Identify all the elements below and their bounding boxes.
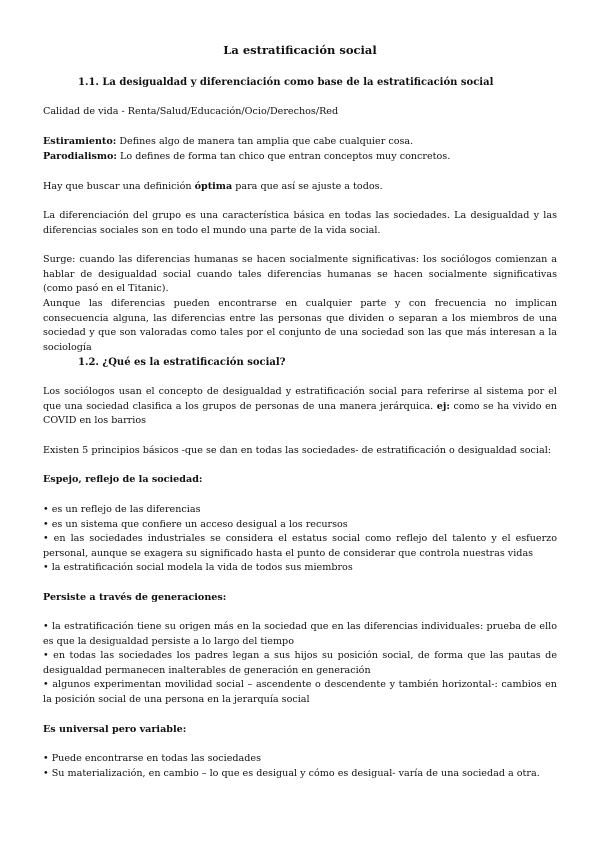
heading-persiste: Persiste a través de generaciones: bbox=[43, 592, 227, 603]
estiramiento-term: Estiramiento: bbox=[43, 136, 117, 147]
optima-paragraph bbox=[43, 180, 557, 195]
list-item: • la estratificación tiene su origen más en la sociedad que en las diferencias individuales: prueba de ello es que la desigualdad persiste a lo largo del tiempo bbox=[43, 621, 557, 647]
sociologos-after: como se ha vivido en COVID en los barrios bbox=[43, 400, 557, 427]
aunque-paragraph: Aunque las diferencias pueden encontrarse en cualquier parte y con frecuencia no implican consecuencia alguna, las diferencias entre las personas que dividen o separan a los miembros de una sociedad y que son valoradas como tales por el conjunto de una sociedad son las que más interesan a la sociología bbox=[43, 298, 557, 353]
page-title: La estratificación social bbox=[223, 43, 377, 57]
calidad-de-vida-line: Calidad de vida - Renta/Salud/Educación/Ocio/Derechos/Red bbox=[43, 106, 339, 117]
parodialismo-term: Parodialismo: bbox=[43, 151, 117, 162]
list-item: • algunos experimentan movilidad social – ascendente o descendente y también horizontal-: cambios en la posición social de una persona en la jerarquía social bbox=[43, 679, 557, 705]
sociologos-ej: ej: bbox=[436, 400, 450, 412]
list-item: • es un reflejo de las diferencias bbox=[43, 504, 201, 515]
section-heading-1-2: 1.2. ¿Qué es la estratificación social? bbox=[78, 357, 286, 368]
parodialismo-definition bbox=[43, 150, 557, 165]
estiramiento-text: Defines algo de manera tan amplia que cabe cualquier cosa. bbox=[116, 136, 414, 147]
sociologos-paragraph bbox=[43, 385, 557, 429]
parodialismo-text: Lo defines de forma tan chico que entran conceptos muy concretos. bbox=[116, 151, 451, 162]
heading-universal: Es universal pero variable: bbox=[43, 724, 187, 735]
principios-paragraph: Existen 5 principios básicos -que se dan en todas las sociedades- de estratificación o desigualdad social: bbox=[43, 445, 551, 456]
diferenciacion-paragraph: La diferenciación del grupo es una característica básica en todas las sociedades. La desigualdad y las diferencias sociales son en todo el mundo una parte de la vida social. bbox=[43, 210, 557, 236]
list-item: • la estratificación social modela la vida de todos sus miembros bbox=[43, 562, 353, 574]
universal-list bbox=[43, 752, 557, 781]
section-heading-1-1: 1.1. La desigualdad y diferenciación como base de la estratificación social bbox=[78, 77, 494, 88]
list-item: • Su materialización, en cambio – lo que es desigual y cómo es desigual- varía de una sociedad a otra. bbox=[43, 767, 540, 779]
optima-word: óptima bbox=[194, 181, 233, 192]
optima-after: para que así se ajuste a todos. bbox=[232, 181, 383, 192]
sociologos-before: Los sociólogos usan el concepto de desigualdad y estratificación social para referirse al sistema por el que una sociedad clasifica a los grupos de personas de una manera jerárquica. bbox=[43, 386, 557, 412]
optima-before: Hay que buscar una definición bbox=[43, 181, 195, 192]
list-item: • en las sociedades industriales se considera el estatus social como reflejo del talento y el esfuerzo personal, aunque se exagera su significado hasta el punto de considerar que controla nuestras vidas bbox=[43, 533, 557, 559]
espejo-list bbox=[43, 503, 557, 576]
surge-paragraph: Surge: cuando las diferencias humanas se hacen socialmente significativas: los sociólogos comienzan a hablar de desigualdad social cuando tales diferencias humanas se hacen socialmente significativas (como pasó en el Titanic). bbox=[43, 254, 557, 295]
list-item: • Puede encontrarse en todas las sociedades bbox=[43, 753, 262, 764]
persiste-list bbox=[43, 620, 557, 708]
list-item: • es un sistema que confiere un acceso desigual a los recursos bbox=[43, 518, 348, 530]
list-item: • en todas las sociedades los padres legan a sus hijos su posición social, de forma que las pautas de desigualdad permanecen inalterables de generación en generación bbox=[43, 650, 557, 676]
heading-espejo: Espejo, reflejo de la sociedad: bbox=[43, 474, 203, 485]
estiramiento-definition bbox=[43, 135, 557, 150]
